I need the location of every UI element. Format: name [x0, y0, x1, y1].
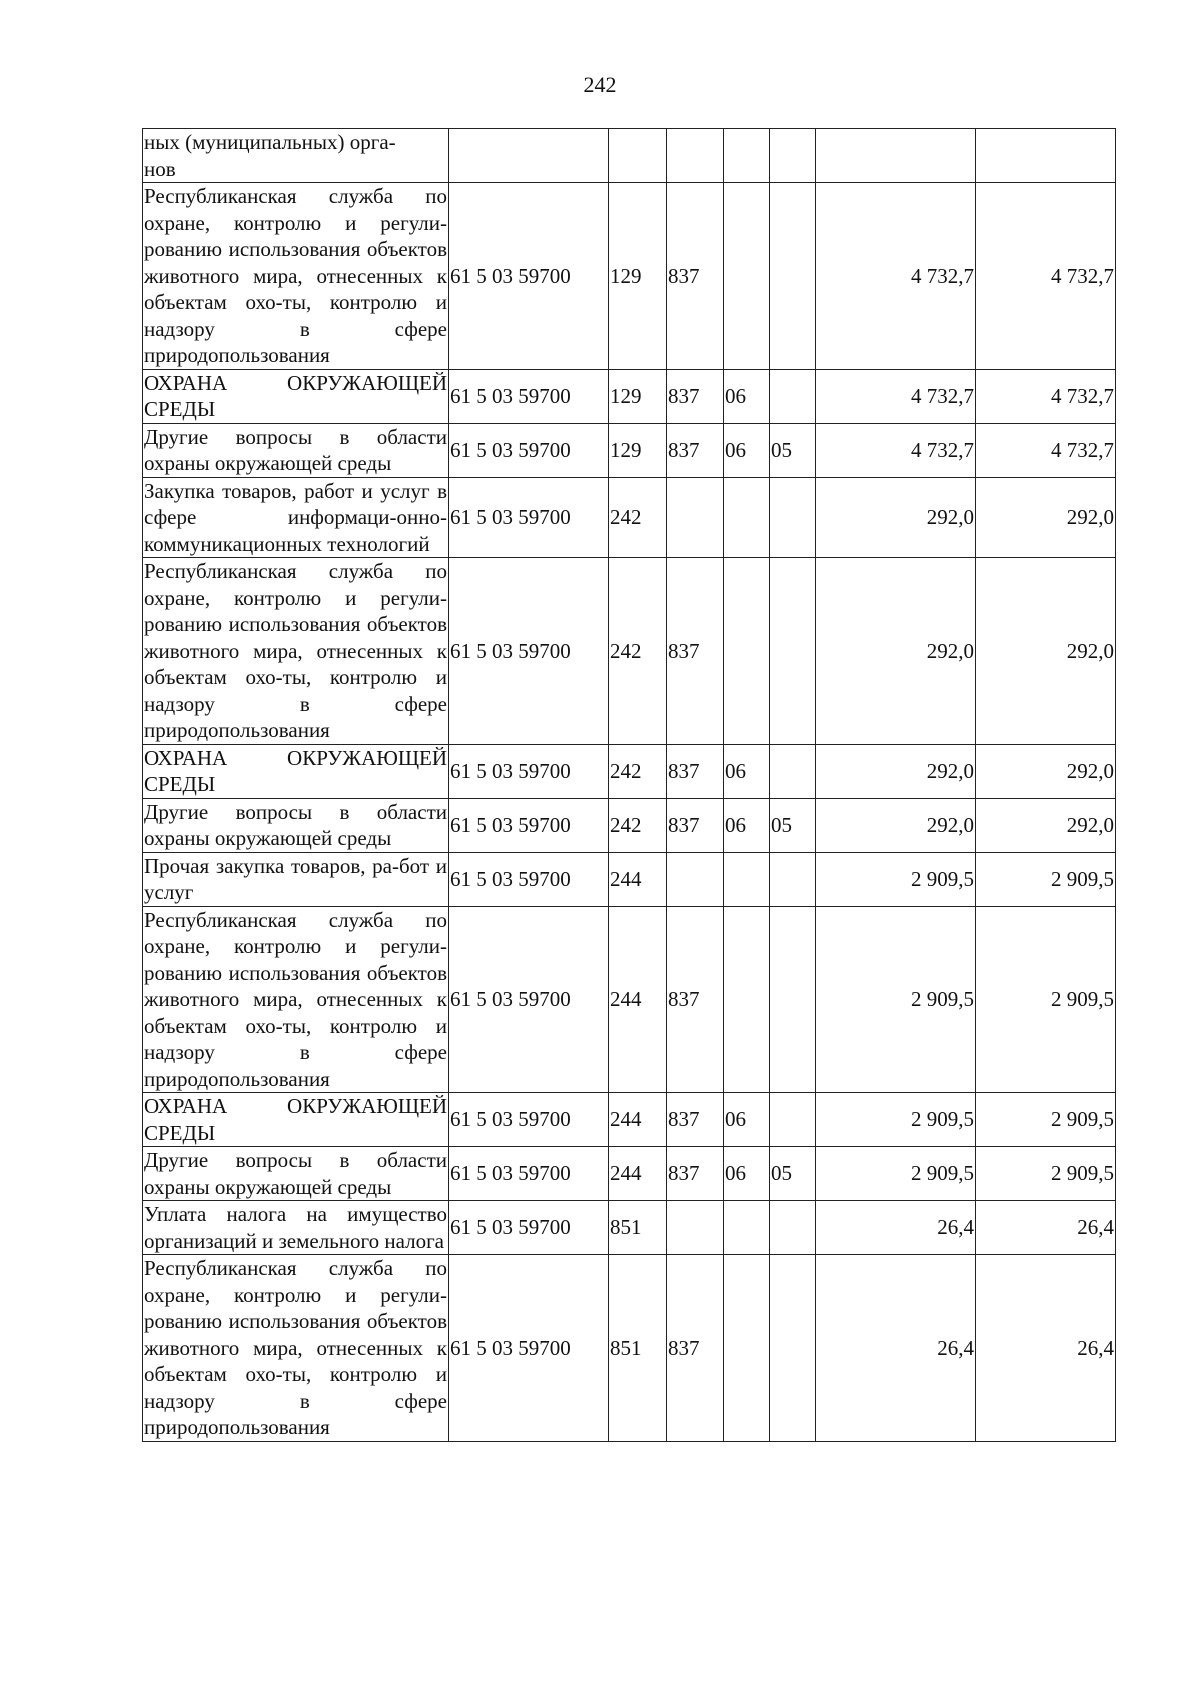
- section-code: [724, 129, 770, 183]
- target-article-code: 61 5 03 59700: [449, 477, 609, 558]
- ministry-code: 837: [667, 183, 724, 370]
- ministry-code: 837: [667, 798, 724, 852]
- target-article-code: 61 5 03 59700: [449, 852, 609, 906]
- table-row: [143, 1147, 1116, 1201]
- table-row: [143, 129, 1116, 183]
- section-code: [724, 558, 770, 745]
- expense-type-code: 129: [609, 423, 667, 477]
- expense-type-code: [609, 129, 667, 183]
- expense-type-code: 242: [609, 798, 667, 852]
- expense-type-code: 244: [609, 1147, 667, 1201]
- ministry-code: 837: [667, 1147, 724, 1201]
- subsection-code: 05: [770, 423, 816, 477]
- target-article-code: 61 5 03 59700: [449, 423, 609, 477]
- section-code: [724, 1201, 770, 1255]
- subsection-code: 05: [770, 1147, 816, 1201]
- subsection-code: [770, 906, 816, 1093]
- row-description: ОХРАНА ОКРУЖАЮЩЕЙ СРЕДЫ: [144, 745, 447, 796]
- amount-year-2: 4 732,7: [976, 423, 1116, 477]
- amount-year-1: 2 909,5: [816, 1147, 976, 1201]
- ministry-code: 837: [667, 369, 724, 423]
- row-description: Республиканская служба по охране, контролю и регули-рованию использования объектов животного мира, отнесенных к объектам охо-ты, контролю и надзору в сфере природопользования: [144, 907, 447, 1091]
- table-row: [143, 423, 1116, 477]
- amount-year-1: 292,0: [816, 558, 976, 745]
- amount-year-2: 2 909,5: [976, 1093, 1116, 1147]
- target-article-code: 61 5 03 59700: [449, 1147, 609, 1201]
- amount-year-2: 2 909,5: [976, 852, 1116, 906]
- row-description: Республиканская служба по охране, контролю и регули-рованию использования объектов животного мира, отнесенных к объектам охо-ты, контролю и надзору в сфере природопользования: [144, 559, 447, 742]
- target-article-code: 61 5 03 59700: [449, 369, 609, 423]
- amount-year-2: 26,4: [976, 1255, 1116, 1442]
- amount-year-2: 4 732,7: [976, 183, 1116, 370]
- row-description: Другие вопросы в области охраны окружающей среды: [144, 1148, 447, 1199]
- subsection-code: 05: [770, 798, 816, 852]
- target-article-code: 61 5 03 59700: [449, 558, 609, 745]
- amount-year-1: 2 909,5: [816, 1093, 976, 1147]
- target-article-code: 61 5 03 59700: [449, 906, 609, 1093]
- subsection-code: [770, 129, 816, 183]
- subsection-code: [770, 1201, 816, 1255]
- subsection-code: [770, 1255, 816, 1442]
- amount-year-1: 4 732,7: [816, 369, 976, 423]
- amount-year-1: 26,4: [816, 1255, 976, 1442]
- ministry-code: [667, 1201, 724, 1255]
- table-row: [143, 1255, 1116, 1442]
- target-article-code: [449, 129, 609, 183]
- row-description: ОХРАНА ОКРУЖАЮЩЕЙ СРЕДЫ: [144, 370, 447, 421]
- amount-year-1: 292,0: [816, 744, 976, 798]
- subsection-code: [770, 477, 816, 558]
- amount-year-2: 26,4: [976, 1201, 1116, 1255]
- expense-type-code: 851: [609, 1255, 667, 1442]
- table-row: [143, 183, 1116, 370]
- ministry-code: 837: [667, 558, 724, 745]
- expense-type-code: 244: [609, 1093, 667, 1147]
- target-article-code: 61 5 03 59700: [449, 1093, 609, 1147]
- table-row: [143, 1201, 1116, 1255]
- section-code: [724, 477, 770, 558]
- table-row: [143, 369, 1116, 423]
- target-article-code: 61 5 03 59700: [449, 744, 609, 798]
- row-description: Закупка товаров, работ и услуг в сфере информаци-онно-коммуникационных технологий: [144, 478, 447, 556]
- table-row: [143, 558, 1116, 745]
- row-description: Другие вопросы в области охраны окружающей среды: [144, 424, 447, 475]
- amount-year-2: [976, 129, 1116, 183]
- subsection-code: [770, 1093, 816, 1147]
- subsection-code: [770, 852, 816, 906]
- amount-year-2: 292,0: [976, 744, 1116, 798]
- row-description: Другие вопросы в области охраны окружающей среды: [144, 799, 447, 850]
- ministry-code: [667, 477, 724, 558]
- row-description: Республиканская служба по охране, контролю и регули-рованию использования объектов животного мира, отнесенных к объектам охо-ты, контролю и надзору в сфере природопользования: [144, 1256, 447, 1439]
- table-body: [143, 129, 1116, 1442]
- budget-table: [142, 128, 1116, 1442]
- expense-type-code: 242: [609, 558, 667, 745]
- page-number: 242: [583, 72, 617, 97]
- row-description: Уплата налога на имущество организаций и земельного налога: [144, 1202, 447, 1253]
- table-row: [143, 744, 1116, 798]
- amount-year-1: 4 732,7: [816, 423, 976, 477]
- section-code: 06: [724, 369, 770, 423]
- subsection-code: [770, 744, 816, 798]
- ministry-code: 837: [667, 744, 724, 798]
- amount-year-2: 4 732,7: [976, 369, 1116, 423]
- amount-year-1: [816, 129, 976, 183]
- subsection-code: [770, 369, 816, 423]
- amount-year-2: 292,0: [976, 798, 1116, 852]
- row-description: Республиканская служба по охране, контролю и регули-рованию использования объектов животного мира, отнесенных к объектам охо-ты, контролю и надзору в сфере природопользования: [144, 184, 447, 367]
- target-article-code: 61 5 03 59700: [449, 1255, 609, 1442]
- section-code: 06: [724, 798, 770, 852]
- amount-year-1: 2 909,5: [816, 852, 976, 906]
- expense-type-code: 851: [609, 1201, 667, 1255]
- row-description: ных (муниципальных) орга- нов: [143, 129, 449, 183]
- target-article-code: 61 5 03 59700: [449, 1201, 609, 1255]
- table-row: [143, 477, 1116, 558]
- table-row: [143, 852, 1116, 906]
- section-code: 06: [724, 744, 770, 798]
- section-code: [724, 852, 770, 906]
- expense-type-code: 129: [609, 183, 667, 370]
- target-article-code: 61 5 03 59700: [449, 798, 609, 852]
- ministry-code: 837: [667, 423, 724, 477]
- ministry-code: 837: [667, 1255, 724, 1442]
- expense-type-code: 244: [609, 906, 667, 1093]
- subsection-code: [770, 558, 816, 745]
- table-row: [143, 798, 1116, 852]
- section-code: [724, 1255, 770, 1442]
- subsection-code: [770, 183, 816, 370]
- section-code: [724, 906, 770, 1093]
- table-row: [143, 906, 1116, 1093]
- amount-year-1: 26,4: [816, 1201, 976, 1255]
- amount-year-1: 4 732,7: [816, 183, 976, 370]
- amount-year-2: 2 909,5: [976, 906, 1116, 1093]
- table-row: [143, 1093, 1116, 1147]
- amount-year-1: 292,0: [816, 798, 976, 852]
- row-description: ОХРАНА ОКРУЖАЮЩЕЙ СРЕДЫ: [144, 1094, 447, 1145]
- expense-type-code: 129: [609, 369, 667, 423]
- section-code: 06: [724, 423, 770, 477]
- amount-year-1: 292,0: [816, 477, 976, 558]
- expense-type-code: 244: [609, 852, 667, 906]
- section-code: 06: [724, 1147, 770, 1201]
- ministry-code: 837: [667, 906, 724, 1093]
- amount-year-2: 292,0: [976, 477, 1116, 558]
- amount-year-1: 2 909,5: [816, 906, 976, 1093]
- row-description: Прочая закупка товаров, ра-бот и услуг: [144, 853, 447, 904]
- ministry-code: [667, 129, 724, 183]
- target-article-code: 61 5 03 59700: [449, 183, 609, 370]
- section-code: [724, 183, 770, 370]
- expense-type-code: 242: [609, 477, 667, 558]
- ministry-code: 837: [667, 1093, 724, 1147]
- expense-type-code: 242: [609, 744, 667, 798]
- amount-year-2: 2 909,5: [976, 1147, 1116, 1201]
- ministry-code: [667, 852, 724, 906]
- amount-year-2: 292,0: [976, 558, 1116, 745]
- section-code: 06: [724, 1093, 770, 1147]
